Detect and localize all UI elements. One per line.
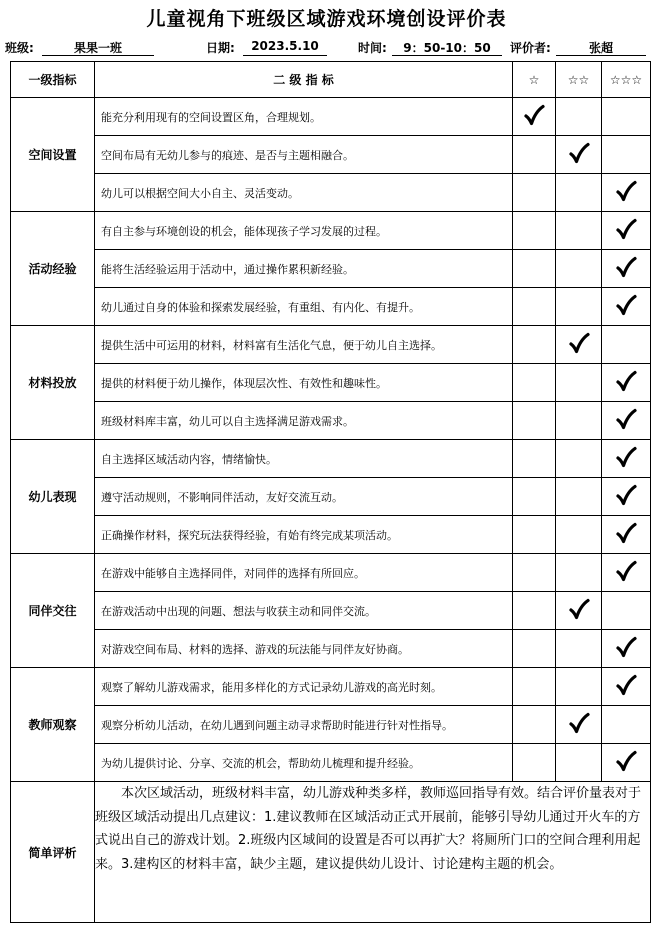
rating-cell-1: [513, 516, 556, 554]
rating-cell-2: [556, 478, 602, 516]
checkmark-icon: [568, 712, 590, 734]
checkmark-icon: [615, 636, 637, 658]
rating-cell-1: [513, 98, 556, 136]
criterion-text: 幼儿通过自身的体验和探索发展经验，有重组、有内化、有提升。: [95, 288, 513, 326]
rating-cell-2: [556, 592, 602, 630]
rating-cell-3: [602, 440, 651, 478]
rating-cell-1: [513, 478, 556, 516]
rating-cell-3: [602, 744, 651, 782]
date-label: 日期:: [206, 41, 235, 55]
rating-cell-1: [513, 250, 556, 288]
criterion-text: 自主选择区域活动内容，情绪愉快。: [95, 440, 513, 478]
checkmark-icon: [615, 256, 637, 278]
section-name: 空间设置: [11, 98, 95, 212]
rating-cell-1: [513, 364, 556, 402]
rating-cell-2: [556, 440, 602, 478]
rating-cell-3: [602, 516, 651, 554]
table-body: [11, 98, 651, 923]
criterion-text: 提供生活中可运用的材料，材料富有生活化气息，便于幼儿自主选择。: [95, 326, 513, 364]
criterion-text: 在游戏中能够自主选择同伴，对同伴的选择有所回应。: [95, 554, 513, 592]
rating-cell-1: [513, 440, 556, 478]
rating-cell-3: [602, 668, 651, 706]
rating-cell-2: [556, 98, 602, 136]
criterion-text: 观察分析幼儿活动，在幼儿遇到问题主动寻求帮助时能进行针对性指导。: [95, 706, 513, 744]
rating-cell-2: [556, 744, 602, 782]
rating-cell-2: [556, 174, 602, 212]
table-row: [11, 136, 651, 174]
rating-cell-3: [602, 326, 651, 364]
summary-row: [11, 782, 651, 923]
header-one-star: ☆: [513, 62, 556, 98]
rating-cell-2: [556, 554, 602, 592]
criterion-text: 能充分利用现有的空间设置区角，合理规划。: [95, 98, 513, 136]
table-row: [11, 212, 651, 250]
rating-cell-1: [513, 554, 556, 592]
rating-cell-1: [513, 326, 556, 364]
checkmark-icon: [615, 446, 637, 468]
table-row: [11, 668, 651, 706]
summary-label: 简单评析: [11, 782, 95, 923]
table-row: [11, 364, 651, 402]
section-name: 活动经验: [11, 212, 95, 326]
checkmark-icon: [615, 180, 637, 202]
rating-cell-3: [602, 136, 651, 174]
criterion-text: 对游戏空间布局、材料的选择、游戏的玩法能与同伴友好协商。: [95, 630, 513, 668]
rating-cell-1: [513, 288, 556, 326]
rating-cell-1: [513, 174, 556, 212]
rating-cell-2: [556, 668, 602, 706]
criterion-text: 班级材料库丰富，幼儿可以自主选择满足游戏需求。: [95, 402, 513, 440]
table-row: [11, 516, 651, 554]
criterion-text: 正确操作材料，探究玩法获得经验，有始有终完成某项活动。: [95, 516, 513, 554]
header-level1: 一级指标: [11, 62, 95, 98]
rating-cell-3: [602, 364, 651, 402]
meta-row: [0, 37, 653, 57]
table-row: [11, 288, 651, 326]
section-name: 材料投放: [11, 326, 95, 440]
table-row: [11, 326, 651, 364]
rating-cell-3: [602, 250, 651, 288]
class-label: 班级:: [5, 41, 34, 55]
rating-cell-1: [513, 212, 556, 250]
checkmark-icon: [568, 332, 590, 354]
table-row: [11, 98, 651, 136]
checkmark-icon: [615, 408, 637, 430]
rating-cell-1: [513, 744, 556, 782]
criterion-text: 空间布局有无幼儿参与的痕迹、是否与主题相融合。: [95, 136, 513, 174]
table-row: [11, 706, 651, 744]
header-level2: 二 级 指 标: [95, 62, 513, 98]
evaluator-value: 张超: [556, 39, 646, 56]
rating-cell-1: [513, 630, 556, 668]
rating-cell-1: [513, 668, 556, 706]
checkmark-icon: [615, 370, 637, 392]
checkmark-icon: [615, 522, 637, 544]
rating-cell-3: [602, 212, 651, 250]
date-value: 2023.5.10: [243, 39, 327, 56]
class-value: 果果一班: [42, 39, 154, 56]
rating-cell-2: [556, 136, 602, 174]
criterion-text: 观察了解幼儿游戏需求，能用多样化的方式记录幼儿游戏的高光时刻。: [95, 668, 513, 706]
rating-cell-2: [556, 402, 602, 440]
checkmark-icon: [615, 218, 637, 240]
table-row: [11, 630, 651, 668]
checkmark-icon: [615, 560, 637, 582]
header-three-star: ☆☆☆: [602, 62, 651, 98]
rating-cell-3: [602, 706, 651, 744]
table-row: [11, 250, 651, 288]
rating-cell-3: [602, 478, 651, 516]
evaluator-label: 评价者:: [510, 41, 551, 55]
rating-cell-1: [513, 136, 556, 174]
rating-cell-1: [513, 706, 556, 744]
evaluation-table: [10, 61, 651, 923]
table-row: [11, 592, 651, 630]
checkmark-icon: [568, 598, 590, 620]
criterion-text: 遵守活动规则，不影响同伴活动，友好交流互动。: [95, 478, 513, 516]
rating-cell-3: [602, 174, 651, 212]
section-name: 幼儿表现: [11, 440, 95, 554]
table-row: [11, 174, 651, 212]
rating-cell-2: [556, 250, 602, 288]
rating-cell-1: [513, 592, 556, 630]
criterion-text: 在游戏活动中出现的问题、想法与收获主动和同伴交流。: [95, 592, 513, 630]
header-row: [11, 62, 651, 98]
criterion-text: 为幼儿提供讨论、分享、交流的机会，帮助幼儿梳理和提升经验。: [95, 744, 513, 782]
criterion-text: 能将生活经验运用于活动中，通过操作累积新经验。: [95, 250, 513, 288]
table-row: [11, 440, 651, 478]
rating-cell-2: [556, 288, 602, 326]
rating-cell-3: [602, 98, 651, 136]
table-row: [11, 744, 651, 782]
rating-cell-2: [556, 212, 602, 250]
table-row: [11, 554, 651, 592]
table-row: [11, 478, 651, 516]
criterion-text: 提供的材料便于幼儿操作，体现层次性、有效性和趣味性。: [95, 364, 513, 402]
time-value: 9：50-10：50: [392, 39, 502, 56]
header-two-star: ☆☆: [556, 62, 602, 98]
section-name: 教师观察: [11, 668, 95, 782]
checkmark-icon: [523, 104, 545, 126]
checkmark-icon: [615, 294, 637, 316]
criterion-text: 幼儿可以根据空间大小自主、灵活变动。: [95, 174, 513, 212]
checkmark-icon: [615, 484, 637, 506]
time-label: 时间:: [358, 41, 387, 55]
rating-cell-3: [602, 554, 651, 592]
rating-cell-2: [556, 364, 602, 402]
rating-cell-2: [556, 326, 602, 364]
table-row: [11, 402, 651, 440]
criterion-text: 有自主参与环境创设的机会，能体现孩子学习发展的过程。: [95, 212, 513, 250]
rating-cell-2: [556, 516, 602, 554]
checkmark-icon: [615, 750, 637, 772]
rating-cell-3: [602, 592, 651, 630]
section-name: 同伴交往: [11, 554, 95, 668]
checkmark-icon: [615, 674, 637, 696]
rating-cell-3: [602, 630, 651, 668]
checkmark-icon: [568, 142, 590, 164]
form-title: 儿童视角下班级区域游戏环境创设评价表: [146, 8, 507, 30]
rating-cell-1: [513, 402, 556, 440]
rating-cell-3: [602, 402, 651, 440]
rating-cell-2: [556, 706, 602, 744]
rating-cell-2: [556, 630, 602, 668]
summary-text: 本次区域活动，班级材料丰富，幼儿游戏种类多样，教师巡回指导有效。结合评价量表对于班级区域活动提出几点建议：1.建议教师在区域活动正式开展前，能够引导幼儿通过开火车的方式说出自己的游戏计划。2.班级内区域间的设置是否可以再扩大？将厕所门口的空间合理利用起来。3.建构区的材料丰富，缺少主题，建议提供幼儿设计、讨论建构主题的机会。: [95, 782, 651, 923]
rating-cell-3: [602, 288, 651, 326]
